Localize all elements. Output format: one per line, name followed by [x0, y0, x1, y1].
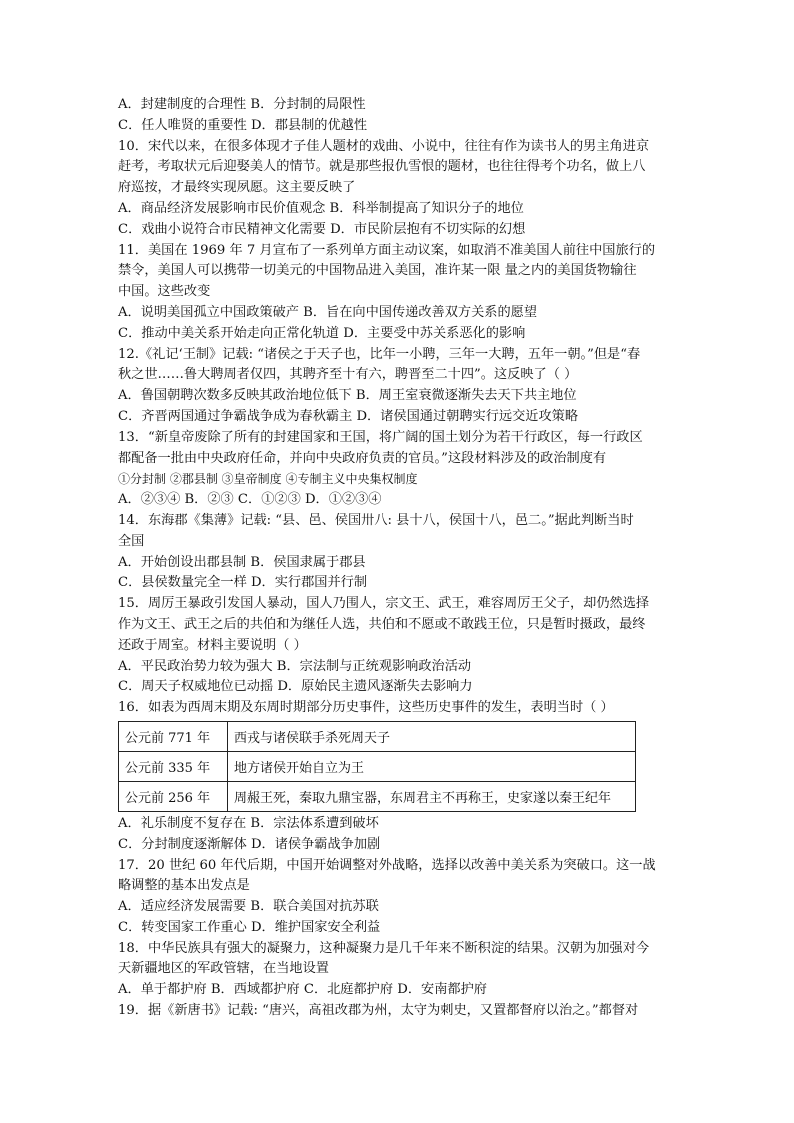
- question-block-lower: [118, 814, 678, 1022]
- text-line: C．分封制度逐渐解体 D．诸侯争霸战争加剧: [118, 836, 381, 852]
- text-line: ①分封制 ②郡县制 ③皇帝制度 ④专制主义中央集权制度: [118, 472, 418, 487]
- text-line: A．开始创设出郡县制 B．侯国隶属于郡县: [118, 554, 366, 570]
- text-line: A．商品经济发展影响市民价值观念 B．科举制提高了知识分子的地位: [118, 200, 524, 216]
- table-cell-event: 西戎与诸侯联手杀死周天子: [228, 721, 636, 751]
- text-line: A．鲁国朝聘次数多反映其政治地位低下 B．周王室衰微逐渐失去天下共主地位: [118, 388, 577, 404]
- text-line: C．推动中美关系开始走向正常化轨道 D．主要受中苏关系恶化的影响: [118, 325, 526, 341]
- table-row: [119, 781, 636, 811]
- text-line: A．适应经济发展需要 B．联合美国对抗苏联: [118, 899, 379, 915]
- text-line: 19．据《新唐书》记载: “唐兴，高祖改郡为州，太守为刺史，又置都督府以治之。”都督对: [118, 1003, 639, 1019]
- text-line: 禁令，美国人可以携带一切美元的中国物品进入美国，准许某一限 量之内的美国货物输往: [118, 263, 637, 279]
- text-line: 11．美国在 1969 年 7 月宣布了一系列单方面主动议案，如取消不准美国人前往中国旅行的: [118, 242, 656, 258]
- table-cell-year: 公元前 771 年: [119, 721, 228, 751]
- question-block-upper: [118, 95, 678, 719]
- text-line: 还政于周室。材料主要说明（ ）: [118, 637, 307, 653]
- exam-page: [118, 95, 678, 1022]
- table-cell-event: 地方诸侯开始自立为王: [228, 751, 636, 781]
- text-line: 13．“新皇帝废除了所有的封建国家和王国，将广阔的国土划分为若干行政区，每一行政区: [118, 429, 643, 445]
- text-line: 略调整的基本出发点是: [118, 878, 250, 894]
- text-line: 都配备一批由中央政府任命，并向中央政府负责的官员。”这段材料涉及的政治制度有: [118, 450, 607, 466]
- text-line: A．②③④ B．②③ C．①②③ D．①②③④: [118, 492, 382, 508]
- text-line: 天新疆地区的军政管辖，在当地设置: [118, 961, 329, 977]
- text-line: 秋之世……鲁大聘周者仅四，其聘齐至十有六，聘晋至二十四”。这反映了（ ）: [118, 367, 578, 383]
- text-line: 府巡按，才最终实现夙愿。这主要反映了: [118, 180, 356, 196]
- text-line: 17．20 世纪 60 年代后期，中国开始调整对外战略，选择以改善中美关系为突破口。这一战: [118, 857, 656, 873]
- text-line: C．周天子权威地位已动摇 D．原始民主遗风逐渐失去影响力: [118, 679, 473, 695]
- table-cell-year: 公元前 256 年: [119, 781, 228, 811]
- history-events-table: [118, 721, 636, 812]
- text-line: 16．如表为西周末期及东周时期部分历史事件，这些历史事件的发生，表明当时（ ）: [118, 700, 614, 716]
- table-cell-year: 公元前 335 年: [119, 751, 228, 781]
- text-line: C．任人唯贤的重要性 D．郡县制的优越性: [118, 117, 368, 133]
- text-line: C．转变国家工作重心 D．维护国家安全利益: [118, 919, 381, 935]
- table-cell-event: 周赧王死，秦取九鼎宝器，东周君主不再称王，史家遂以秦王纪年: [228, 781, 636, 811]
- text-line: A．单于都护府 B．西域都护府 C．北庭都护府 D．安南都护府: [118, 982, 487, 998]
- text-line: C．戏曲小说符合市民精神文化需要 D．市民阶层抱有不切实际的幻想: [118, 221, 526, 237]
- text-line: A．平民政治势力较为强大 B．宗法制与正统观影响政治活动: [118, 658, 472, 674]
- text-line: 全国: [118, 533, 145, 549]
- text-line: 12.《礼记‘王制》记载: “诸侯之于天子也，比年一小聘，三年一大聘，五年一朝。”但是“春: [118, 346, 641, 362]
- text-line: 15．周厉王暴政引发国人暴动，国人乃围人，宗文王、武王，难容周厉王父子，却仍然选择: [118, 596, 650, 612]
- text-line: 14．东海郡《集薄》记载: “县、邑、侯国卅八: 县十八，侯国十八，邑二。”据此判断当时: [118, 512, 634, 528]
- text-line: 18．中华民族具有强大的凝聚力，这种凝聚力是几千年来不断积淀的结果。汉朝为加强对今: [118, 940, 650, 956]
- text-line: C．县侯数量完全一样 D．实行郡国并行制: [118, 575, 368, 591]
- text-line: 作为文王、武王之后的共伯和为继任人选，共伯和不愿或不敢践王位，只是暂时摄政，最终: [118, 616, 646, 632]
- text-line: 中国。这些改变: [118, 284, 211, 300]
- text-line: 赶考，考取状元后迎娶美人的情节。就是那些报仇雪恨的题材，也往往得考个功名，做上八: [118, 159, 646, 175]
- text-line: A．礼乐制度不复存在 B．宗法体系遭到破坏: [118, 815, 379, 831]
- table-row: [119, 751, 636, 781]
- table-row: [119, 721, 636, 751]
- text-line: C．齐晋两国通过争霸战争成为春秋霸主 D．诸侯国通过朝聘实行远交近攻策略: [118, 408, 579, 424]
- text-line: 10．宋代以来，在很多体现才子佳人题材的戏曲、小说中，往往有作为读书人的男主角进京: [118, 138, 650, 154]
- text-line: A．说明美国孤立中国政策破产 B．旨在向中国传递改善双方关系的愿望: [118, 304, 538, 320]
- text-line: A．封建制度的合理性 B．分封制的局限性: [118, 97, 366, 112]
